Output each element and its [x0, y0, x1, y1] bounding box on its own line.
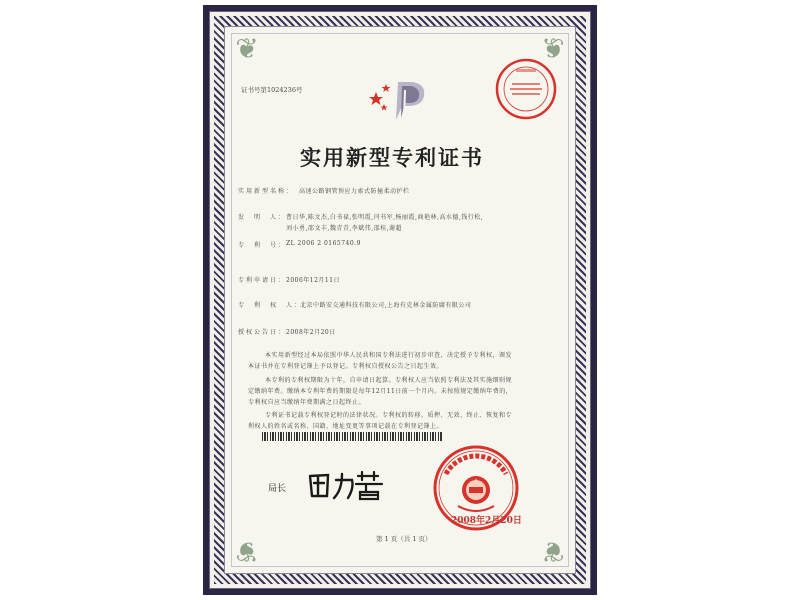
field-value-patent-no: ZL 2006 2 0165740.9 — [286, 240, 361, 247]
paragraph-line: 本证书并在专利登记簿上予以登记。专利权自授权公告之日起生效。 — [248, 363, 444, 370]
paragraph-line: 本实用新型经过本局依照中华人民共和国专利法进行初步审查，决定授予专利权，颁发 — [265, 352, 513, 359]
field-value-grant-date: 2008年2月20日 — [286, 329, 336, 336]
field-value-inventors: 曹日华,陈文杰,白书禄,张明霞,闫书军,杨丽霞,商艳林,高水德,钱行松, — [286, 214, 484, 221]
field-label-name: 实用新型名称： — [238, 188, 295, 195]
page-footer: 第 1 页（共 1 页） — [376, 535, 432, 543]
corner-ornament-icon: ❦ — [235, 32, 259, 65]
barcode — [262, 432, 442, 441]
top-seal-stamp-icon — [494, 57, 558, 121]
paragraph-line: 利权人的姓名或名称、国籍、地址变更等事项记载在专利登记簿上。 — [248, 423, 444, 430]
corner-ornament-icon: ❦ — [541, 535, 565, 568]
field-value-inventors-cont: 刘小勇,邵文丰,魏青青,李斌伟,邵桂,谢超 — [286, 225, 403, 232]
corner-ornament-icon: ❦ — [541, 32, 565, 65]
field-value-patentee: 北京中路安交通科技有限公司,上海有克林金属防腐有限公司 — [300, 302, 472, 309]
field-label-filing-date: 专利申请日： — [238, 277, 287, 284]
paragraph-line: 专利权自应当缴纳年费期满之日起终止。 — [248, 399, 366, 406]
field-label-patentee: 专 利 权 人： — [238, 302, 303, 309]
director-label: 局长 — [268, 484, 287, 494]
patent-office-logo-icon — [368, 78, 430, 122]
seal-date: 2008年2月20日 — [451, 516, 522, 526]
field-label-grant-date: 授权公告日： — [238, 329, 287, 336]
director-signature-icon — [306, 468, 386, 502]
paragraph-line: 定缴纳年费。缴纳本专利年费的期限是每年12月11日前一个月内。未按照规定缴纳年费的， — [248, 388, 513, 395]
certificate-number: 证书号第1024236号 — [241, 86, 303, 94]
field-label-inventors: 发 明 人： — [238, 214, 287, 221]
certificate-title: 实用新型专利证书 — [300, 145, 484, 170]
field-value-filing-date: 2006年12月11日 — [286, 277, 341, 284]
corner-ornament-icon: ❦ — [235, 535, 259, 568]
paragraph-line: 本专利的专利权期限为十年，自申请日起算。专利权人应当依照专利法及其实施细则规 — [265, 377, 513, 384]
paragraph-line: 专利证书记载专利权登记时的法律状况。专利权的转移、质押、无效、终止、恢复和专 — [265, 412, 513, 419]
field-value-name: 高速公路钢管预应力索式防撞柔动护栏 — [299, 188, 410, 195]
field-label-patent-no: 专 利 号： — [238, 242, 287, 249]
